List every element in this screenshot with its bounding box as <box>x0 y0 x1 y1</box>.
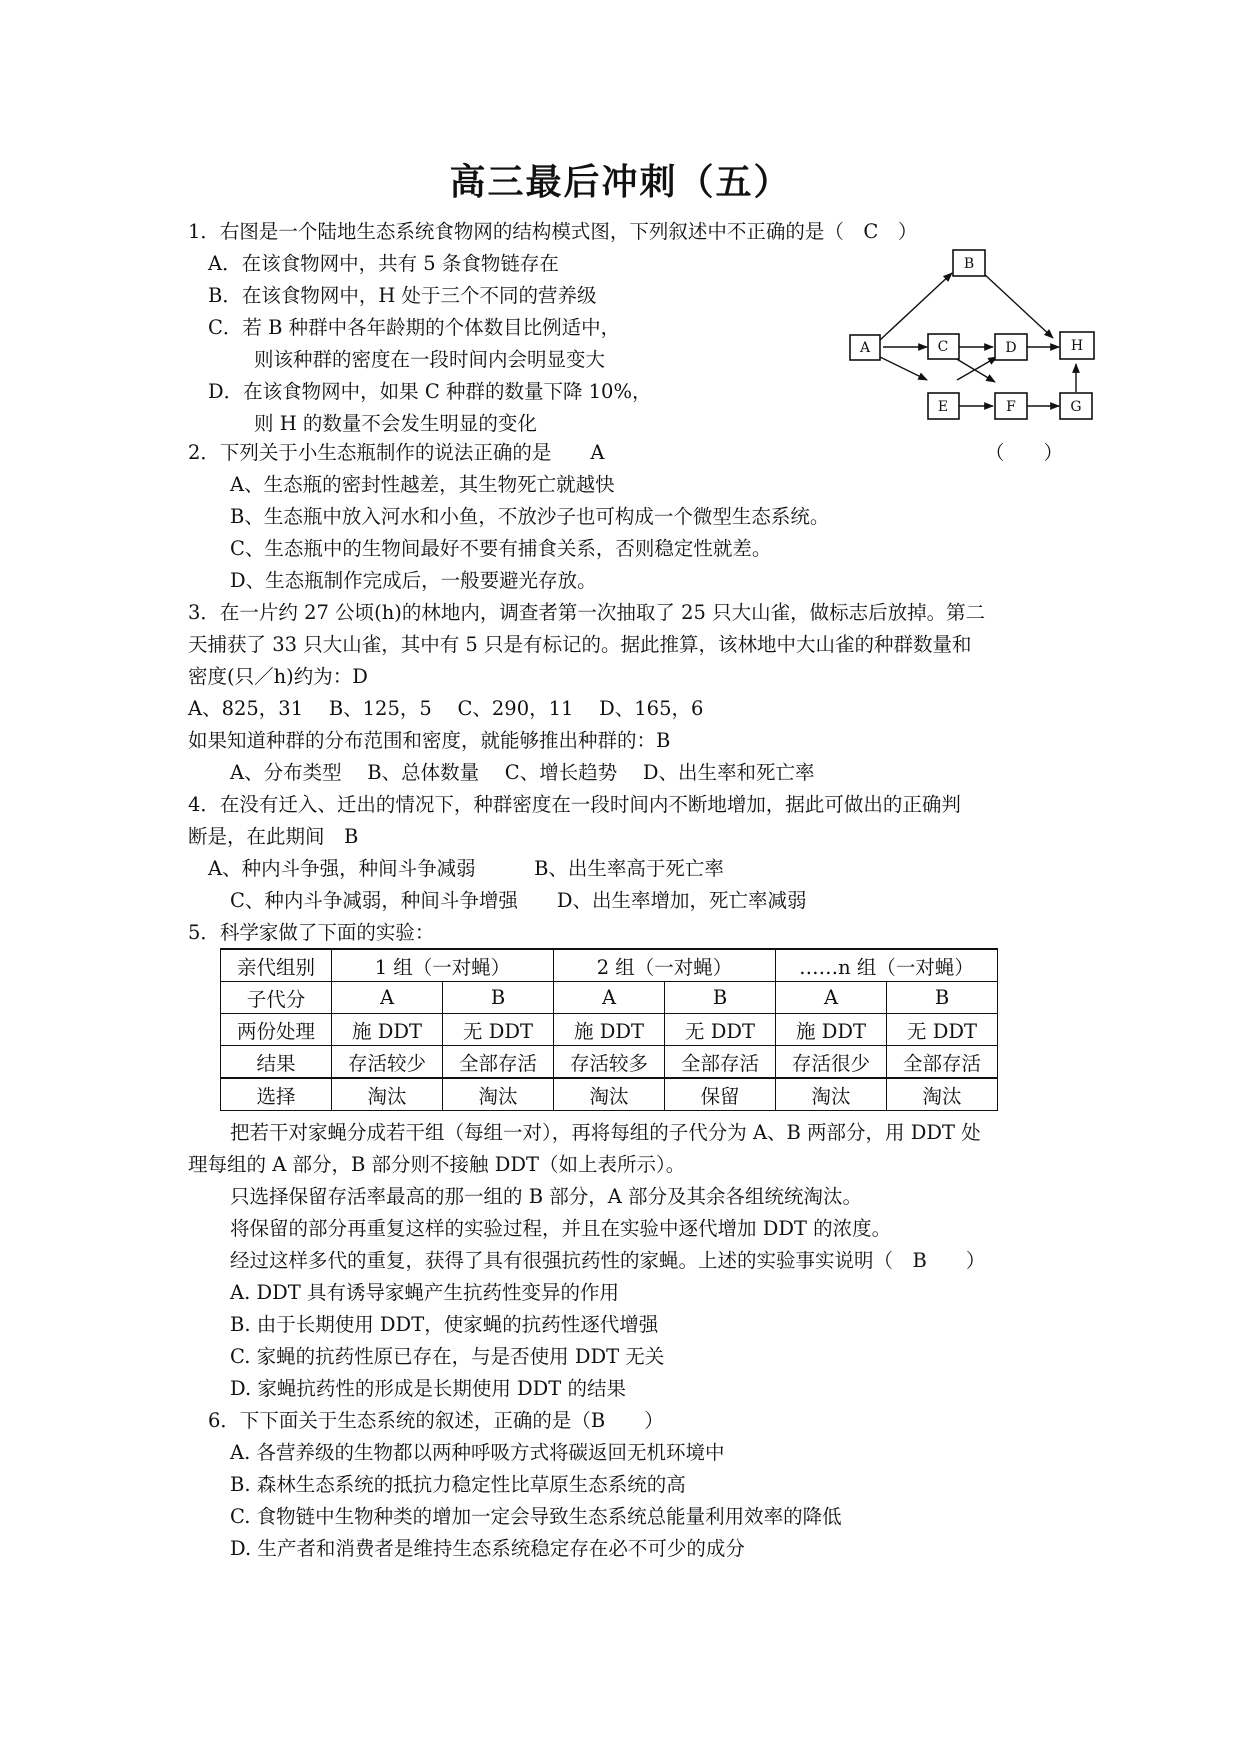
table-cell: 淘汰 <box>443 1078 554 1111</box>
node-f-label: F <box>1006 399 1016 415</box>
q1-option-b: B．在该食物网中，H 处于三个不同的营养级 <box>208 284 597 307</box>
table-row <box>221 1014 998 1046</box>
table-cell: 结果 <box>221 1046 332 1079</box>
q1-option-c-cont: 则该种群的密度在一段时间内会明显变大 <box>254 348 606 371</box>
q5-option-b: B. 由于长期使用 DDT，使家蝇的抗药性逐代增强 <box>230 1313 659 1336</box>
table-cell: B <box>887 982 998 1014</box>
edge-b-h <box>983 273 1053 338</box>
q6-option-c: C. 食物链中生物种类的增加一定会导致生态系统总能量利用效率的降低 <box>230 1505 842 1528</box>
q2-option-d: D、生态瓶制作完成后，一般要避光存放。 <box>230 569 597 592</box>
table-cell: 保留 <box>665 1078 776 1111</box>
node-g-label: G <box>1070 399 1082 415</box>
table-cell: 子代分 <box>221 982 332 1014</box>
table-cell: 淘汰 <box>332 1078 443 1111</box>
table-header-cell: ……n 组（一对蝇） <box>776 949 998 982</box>
q5-paragraph-2: 只选择保留存活率最高的那一组的 B 部分，A 部分及其余各组统统淘汰。 <box>230 1185 863 1208</box>
q5-stem: 5．科学家做了下面的实验： <box>188 921 435 944</box>
q3-followup: 如果知道种群的分布范围和密度，就能够推出种群的：B <box>188 729 671 752</box>
table-cell: 全部存活 <box>887 1046 998 1079</box>
table-header-cell: 亲代组别 <box>221 949 332 982</box>
table-row <box>221 1078 998 1111</box>
node-a-label: A <box>859 340 871 356</box>
table-cell: 淘汰 <box>554 1078 665 1111</box>
table-header-row <box>221 949 998 982</box>
table-cell: 存活较多 <box>554 1046 665 1079</box>
q5-paragraph-3: 将保留的部分再重复这样的实验过程，并且在实验中逐代增加 DDT 的浓度。 <box>230 1217 892 1240</box>
q5-paragraph-4: 经过这样多代的重复，获得了具有很强抗药性的家蝇。上述的实验事实说明（ B ） <box>230 1249 986 1272</box>
q3-options: A、825，31 B、125，5 C、290，11 D、165，6 <box>188 697 704 720</box>
table-cell: 全部存活 <box>665 1046 776 1079</box>
q1-stem: 1．右图是一个陆地生态系统食物网的结构模式图，下列叙述中不正确的是（ C ） <box>188 220 918 243</box>
q5-paragraph-1: 把若干对家蝇分成若干组（每组一对），再将每组的子代分为 A、B 两部分，用 DDT 处 <box>230 1121 981 1144</box>
q2-answer-paren: （ ） <box>985 441 1064 464</box>
q2-option-c: C、生态瓶中的生物间最好不要有捕食关系，否则稳定性就差。 <box>230 537 772 560</box>
table-cell: A <box>776 982 887 1014</box>
table-cell: 两份处理 <box>221 1014 332 1046</box>
q2-option-b: B、生态瓶中放入河水和小鱼，不放沙子也可构成一个微型生态系统。 <box>230 505 830 528</box>
table-cell: A <box>332 982 443 1014</box>
table-cell: B <box>665 982 776 1014</box>
node-b-label: B <box>963 256 975 272</box>
page-title: 高三最后冲刺（五） <box>449 161 792 203</box>
q4-options-cd: C、种内斗争减弱，种间斗争增强 D、出生率增加，死亡率减弱 <box>230 889 807 912</box>
q1-option-c: C．若 B 种群中各年龄期的个体数目比例适中， <box>208 316 621 339</box>
table-cell: 施 DDT <box>332 1014 443 1046</box>
q3-stem-line3: 密度(只／h)约为：D <box>188 665 368 688</box>
node-e-label: E <box>937 399 949 415</box>
q6-option-d: D. 生产者和消费者是维持生态系统稳定存在必不可少的成分 <box>230 1537 745 1560</box>
q3-stem-line2: 天捕获了 33 只大山雀，其中有 5 只是有标记的。据此推算，该林地中大山雀的种群数量和 <box>188 633 972 656</box>
table-cell: 无 DDT <box>443 1014 554 1046</box>
table-cell: 淘汰 <box>887 1078 998 1111</box>
node-h-label: H <box>1070 338 1084 354</box>
table-header-cell: 1 组（一对蝇） <box>332 949 554 982</box>
table-cell: 无 DDT <box>665 1014 776 1046</box>
edge-a-e <box>880 357 927 380</box>
table-cell: 施 DDT <box>554 1014 665 1046</box>
node-d-label: D <box>1005 340 1017 356</box>
table-row <box>221 1046 998 1079</box>
q6-stem: 6．下下面关于生态系统的叙述，正确的是（B ） <box>208 1409 664 1432</box>
table-cell: 选择 <box>221 1078 332 1111</box>
table-cell: 无 DDT <box>887 1014 998 1046</box>
q5-paragraph-1-cont: 理每组的 A 部分，B 部分则不接触 DDT（如上表所示）。 <box>188 1153 686 1176</box>
table-cell: B <box>443 982 554 1014</box>
q3-followup-options: A、分布类型 B、总体数量 C、增长趋势 D、出生率和死亡率 <box>230 761 815 784</box>
q1-option-d-cont: 则 H 的数量不会发生明显的变化 <box>254 412 537 435</box>
table-header-cell: 2 组（一对蝇） <box>554 949 776 982</box>
q4-stem-line2: 断是，在此期间 B <box>188 825 359 848</box>
edge-a-b <box>880 273 952 340</box>
q5-option-c: C. 家蝇的抗药性原已存在，与是否使用 DDT 无关 <box>230 1345 665 1368</box>
q4-options-ab: A、种内斗争强，种间斗争减弱 B、出生率高于死亡率 <box>208 857 724 880</box>
node-c-label: C <box>937 339 949 355</box>
q5-option-a: A. DDT 具有诱导家蝇产生抗药性变异的作用 <box>230 1281 619 1304</box>
q3-stem-line1: 3．在一片约 27 公顷(h)的林地内，调查者第一次抽取了 25 只大山雀，做标志后放掉。第二 <box>188 601 986 624</box>
table-cell: A <box>554 982 665 1014</box>
q6-option-b: B. 森林生态系统的抵抗力稳定性比草原生态系统的高 <box>230 1473 686 1496</box>
q4-stem-line1: 4．在没有迁入、迁出的情况下，种群密度在一段时间内不断地增加，据此可做出的正确判 <box>188 793 961 816</box>
table-cell: 施 DDT <box>776 1014 887 1046</box>
table-cell: 全部存活 <box>443 1046 554 1079</box>
q1-option-a: A．在该食物网中，共有 5 条食物链存在 <box>208 252 559 275</box>
table-cell: 存活很少 <box>776 1046 887 1079</box>
q2-option-a: A、生态瓶的密封性越差，其生物死亡就越快 <box>230 473 615 496</box>
food-web-diagram <box>845 240 1105 430</box>
q6-option-a: A. 各营养级的生物都以两种呼吸方式将碳返回无机环境中 <box>230 1441 725 1464</box>
q5-option-d: D. 家蝇抗药性的形成是长期使用 DDT 的结果 <box>230 1377 627 1400</box>
q1-option-d: D．在该食物网中，如果 C 种群的数量下降 10%， <box>208 380 652 403</box>
table-cell: 存活较少 <box>332 1046 443 1079</box>
table-row <box>221 982 998 1014</box>
table-cell: 淘汰 <box>776 1078 887 1111</box>
experiment-table <box>220 948 998 1111</box>
edge-e-d <box>957 357 997 380</box>
q2-stem: 2．下列关于小生态瓶制作的说法正确的是 A <box>188 441 605 464</box>
